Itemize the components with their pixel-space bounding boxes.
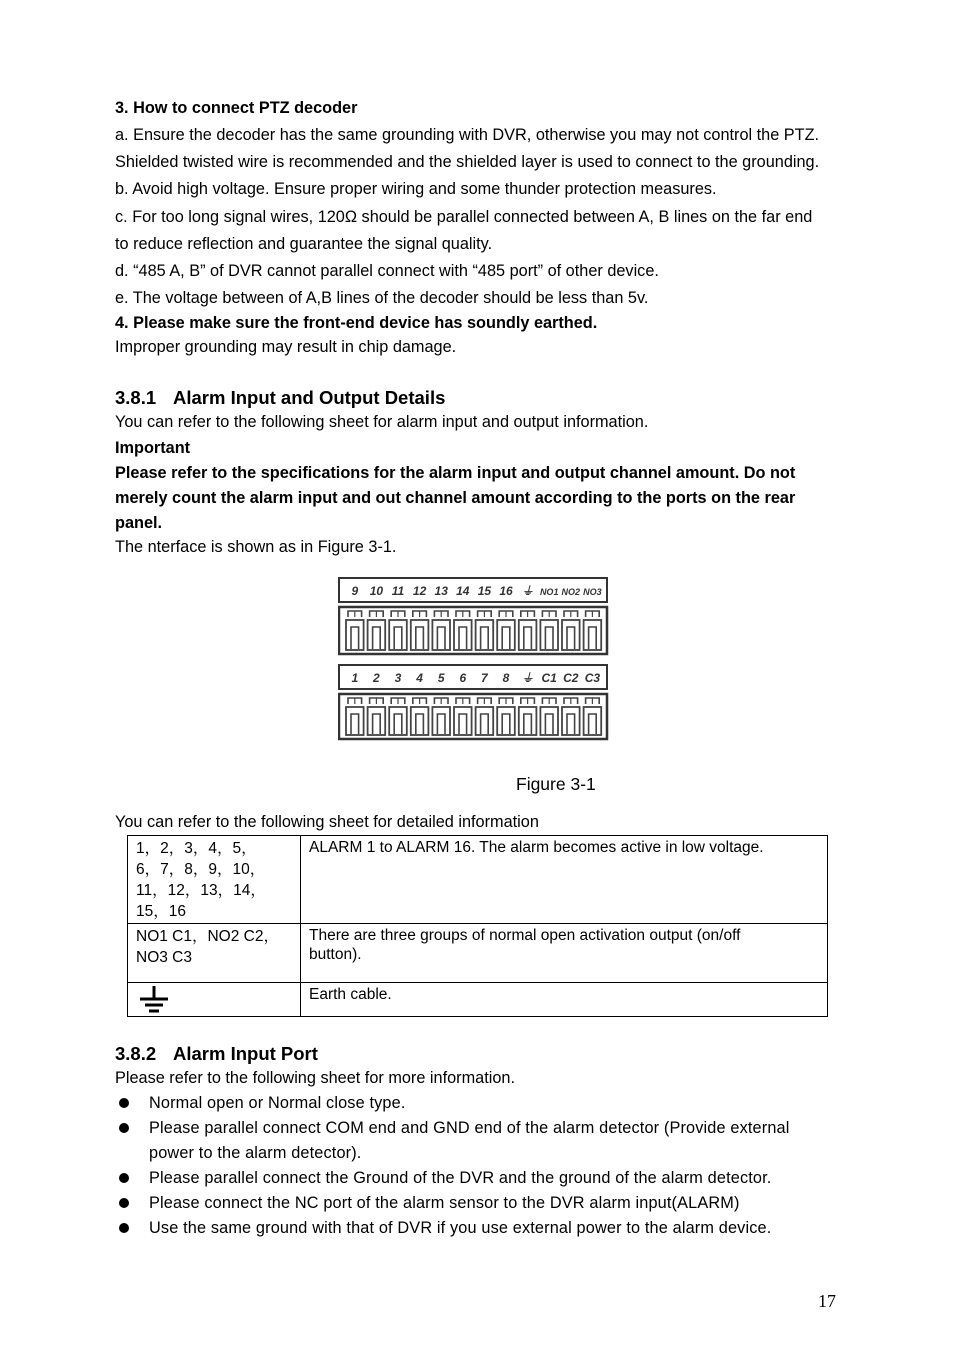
earth-text: Improper grounding may result in chip damage. <box>115 338 457 356</box>
figure-caption: Figure 3-1 <box>516 774 596 794</box>
cell-line: 1，2，3，4，5， <box>136 840 257 857</box>
ground-symbol-icon <box>138 984 170 1016</box>
terminal-label: 15 <box>477 584 492 598</box>
list-item-text: Please parallel connect COM end and GND end of the alarm detector (Provide external power to the alarm detector). <box>149 1119 790 1162</box>
important-line-3: panel. <box>115 514 163 532</box>
section-number: 3.8.2 <box>115 1043 157 1064</box>
ptz-line-d: d. “485 A, B” of DVR cannot parallel connect with “485 port” of other device. <box>115 262 659 280</box>
table-row <box>128 924 828 983</box>
ptz-line-b: b. Avoid high voltage. Ensure proper wiring and some thunder protection measures. <box>115 180 717 198</box>
terminal-label: 12 <box>412 584 427 598</box>
terminal-label: 11 <box>391 584 405 598</box>
bullet-icon <box>119 1223 129 1233</box>
table-row <box>128 836 828 924</box>
terminal-label: 3 <box>394 671 402 685</box>
table-cell-ports <box>128 836 301 924</box>
cell-line: There are three groups of normal open activation output (on/off <box>309 927 741 944</box>
terminal-label: 2 <box>373 671 380 685</box>
table-cell-ground <box>128 983 301 1017</box>
ptz-line-e: e. The voltage between of A,B lines of the decoder should be less than 5v. <box>115 289 649 307</box>
bullet-icon <box>119 1098 129 1108</box>
list-item <box>115 1191 835 1216</box>
terminal-label: 9 <box>351 584 359 598</box>
table-cell-description: ALARM 1 to ALARM 16. The alarm becomes active in low voltage. <box>301 836 828 924</box>
s381-intro: You can refer to the following sheet for alarm input and output information. <box>115 413 649 431</box>
interface-text: The nterface is shown as in Figure 3-1. <box>115 538 397 556</box>
terminal-label: 4 <box>416 671 423 685</box>
list-item-text: Normal open or Normal close type. <box>149 1094 406 1112</box>
important-line-2: merely count the alarm input and out channel amount according to the ports on the rear <box>115 489 796 507</box>
alarm-terminal-figure <box>338 576 610 744</box>
bullet-icon <box>119 1198 129 1208</box>
bullet-icon <box>119 1123 129 1133</box>
ptz-line-c2: to reduce reflection and guarantee the signal quality. <box>115 235 493 253</box>
ptz-line-a1: a. Ensure the decoder has the same grounding with DVR, otherwise you may not control the PTZ. <box>115 126 820 144</box>
terminal-label: ⏚ <box>521 584 534 598</box>
table-row <box>128 983 828 1017</box>
cell-line: 11，12，13，14， <box>136 882 266 899</box>
ptz-line-c1: c. For too long signal wires, 120Ω should be parallel connected between A, B lines on the far end <box>115 208 813 226</box>
terminal-label: NO2 <box>561 587 581 597</box>
ptz-line-a2: Shielded twisted wire is recommended and the shielded layer is used to connect to the grounding. <box>115 153 820 171</box>
section-heading-3-8-1 <box>115 388 445 407</box>
s382-intro: Please refer to the following sheet for more information. <box>115 1069 515 1087</box>
section-heading-3-8-2 <box>115 1044 318 1063</box>
list-item-text: Use the same ground with that of DVR if you use external power to the alarm device. <box>149 1219 772 1237</box>
terminal-label: 8 <box>502 671 510 685</box>
earth-heading: 4. Please make sure the front-end device has soundly earthed. <box>115 314 598 332</box>
terminal-label: NO1 <box>539 587 559 597</box>
cell-line: button). <box>309 946 362 963</box>
table-cell-description <box>301 924 828 983</box>
alarm-details-table <box>127 835 828 1017</box>
list-item <box>115 1216 835 1241</box>
terminal-label: C3 <box>584 671 601 685</box>
list-item-text: Please parallel connect the Ground of the DVR and the ground of the alarm detector. <box>149 1169 772 1187</box>
list-item <box>115 1166 835 1191</box>
terminal-label: 1 <box>351 671 359 685</box>
cell-line: 15，16 <box>136 903 186 920</box>
sheet-intro: You can refer to the following sheet for detailed information <box>115 813 539 831</box>
terminal-label: NO3 <box>583 587 602 597</box>
important-label: Important <box>115 439 191 457</box>
section-title: Alarm Input and Output Details <box>173 387 446 408</box>
important-line-1: Please refer to the specifications for the alarm input and output channel amount. Do not <box>115 464 796 482</box>
terminal-label: 14 <box>456 584 470 598</box>
ptz-heading: 3. How to connect PTZ decoder <box>115 99 358 117</box>
terminal-label: 10 <box>369 584 384 598</box>
list-item-text: Please connect the NC port of the alarm sensor to the DVR alarm input(ALARM) <box>149 1194 740 1212</box>
cell-line: NO3 C3 <box>136 949 192 966</box>
terminal-label: C1 <box>541 671 557 685</box>
terminal-label: ⏚ <box>521 671 534 685</box>
section-title: Alarm Input Port <box>173 1043 318 1064</box>
terminal-label: 6 <box>459 671 467 685</box>
table-cell-description: Earth cable. <box>301 983 828 1017</box>
cell-line: 6，7，8，9，10， <box>136 861 266 878</box>
page-number: 17 <box>818 1291 836 1311</box>
terminal-label: 16 <box>499 584 513 598</box>
list-item <box>115 1091 835 1116</box>
terminal-label: 7 <box>481 671 488 685</box>
terminal-label: C2 <box>563 671 579 685</box>
table-cell-ports <box>128 924 301 983</box>
cell-line: NO1 C1，NO2 C2， <box>136 928 279 945</box>
terminal-label: 5 <box>437 671 445 685</box>
list-item <box>115 1116 835 1166</box>
terminal-label: 13 <box>434 584 448 598</box>
section-number: 3.8.1 <box>115 387 157 408</box>
bullet-icon <box>119 1173 129 1183</box>
